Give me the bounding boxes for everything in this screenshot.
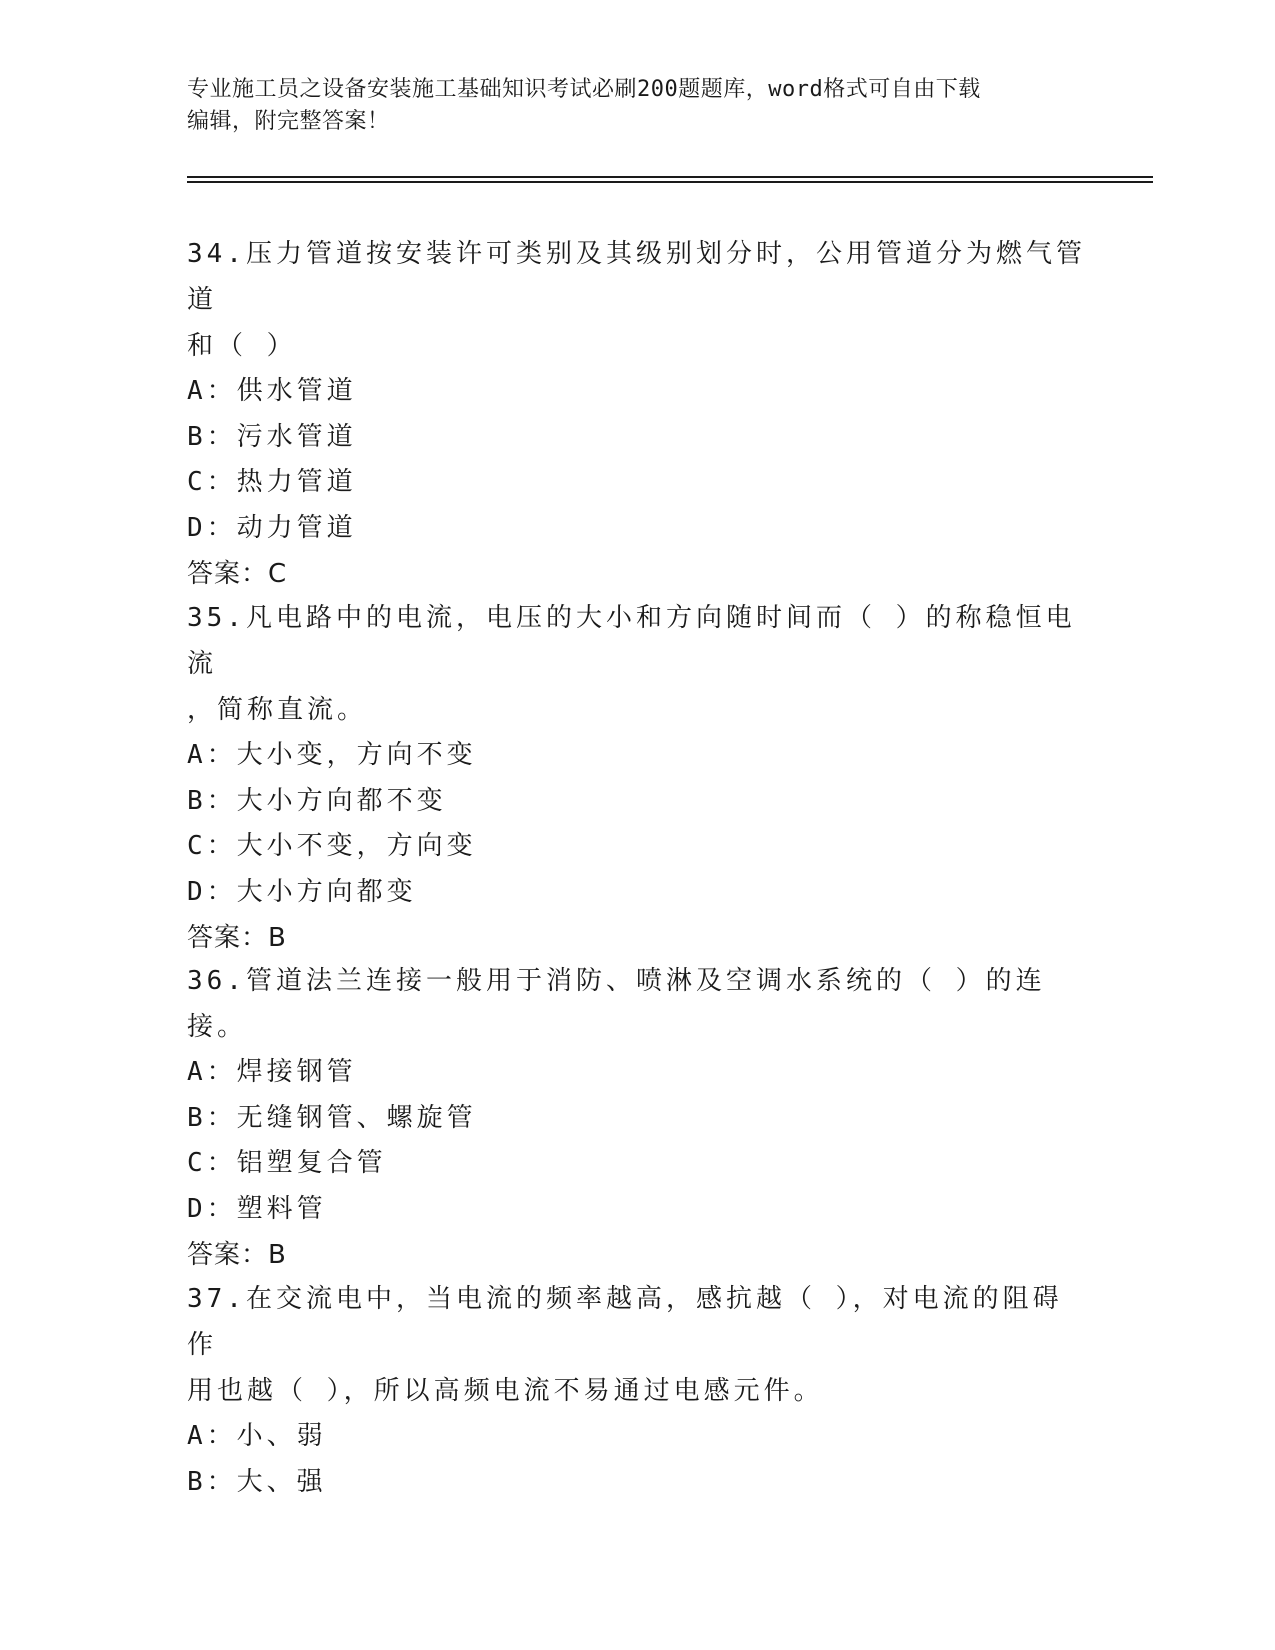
question-stem-line: 和（ ） [187,331,297,361]
header-divider-bottom [187,181,1153,183]
question-stem-line: 用也越（ ），所以高频电流不易通过电感元件。 [187,1376,824,1406]
question-35 [187,595,1087,961]
header-divider-top [187,176,1153,178]
question-stem-line: 37.在交流电中，当电流的频率越高，感抗越（ ），对电流的阻碍作 [187,1284,1063,1360]
question-stem-line: 35.凡电路中的电流，电压的大小和方向随时间而（ ）的称稳恒电流 [187,603,1076,679]
question-stem [187,958,1087,1050]
option-a: A：大小变，方向不变 [187,740,477,770]
question-34 [187,231,1087,597]
option-b: B：大、强 [187,1466,327,1497]
option-c: C：大小不变，方向变 [187,831,477,861]
option-a: A：焊接钢管 [187,1057,357,1087]
option-d: D：大小方向都变 [187,876,417,907]
question-stem-line: 36.管道法兰连接一般用于消防、喷淋及空调水系统的（ ）的连接。 [187,966,1046,1042]
header-line-1: 专业施工员之设备安装施工基础知识考试必刷200题题库，word格式可自由下载 [187,77,981,102]
question-stem-line: ，简称直流。 [187,695,368,725]
option-a: A：供水管道 [187,376,357,406]
option-a: A：小、弱 [187,1421,327,1451]
answer: 答案：B [187,1240,287,1270]
question-stem [187,1276,1087,1414]
answer: 答案：C [187,559,288,589]
option-c: C：热力管道 [187,467,357,497]
question-stem [187,595,1087,733]
option-b: B：污水管道 [187,421,357,452]
answer: 答案：B [187,923,287,953]
question-36 [187,958,1087,1278]
option-d: D：塑料管 [187,1193,327,1224]
option-c: C：铝塑复合管 [187,1148,387,1178]
document-header [187,74,1087,138]
option-b: B：大小方向都不变 [187,785,447,816]
question-stem [187,231,1087,369]
option-d: D：动力管道 [187,512,357,543]
question-stem-line: 34.压力管道按安装许可类别及其级别划分时，公用管道分为燃气管道 [187,239,1086,315]
question-37 [187,1276,1087,1505]
header-line-2: 编辑，附完整答案！ [187,109,390,134]
option-b: B：无缝钢管、螺旋管 [187,1102,477,1133]
